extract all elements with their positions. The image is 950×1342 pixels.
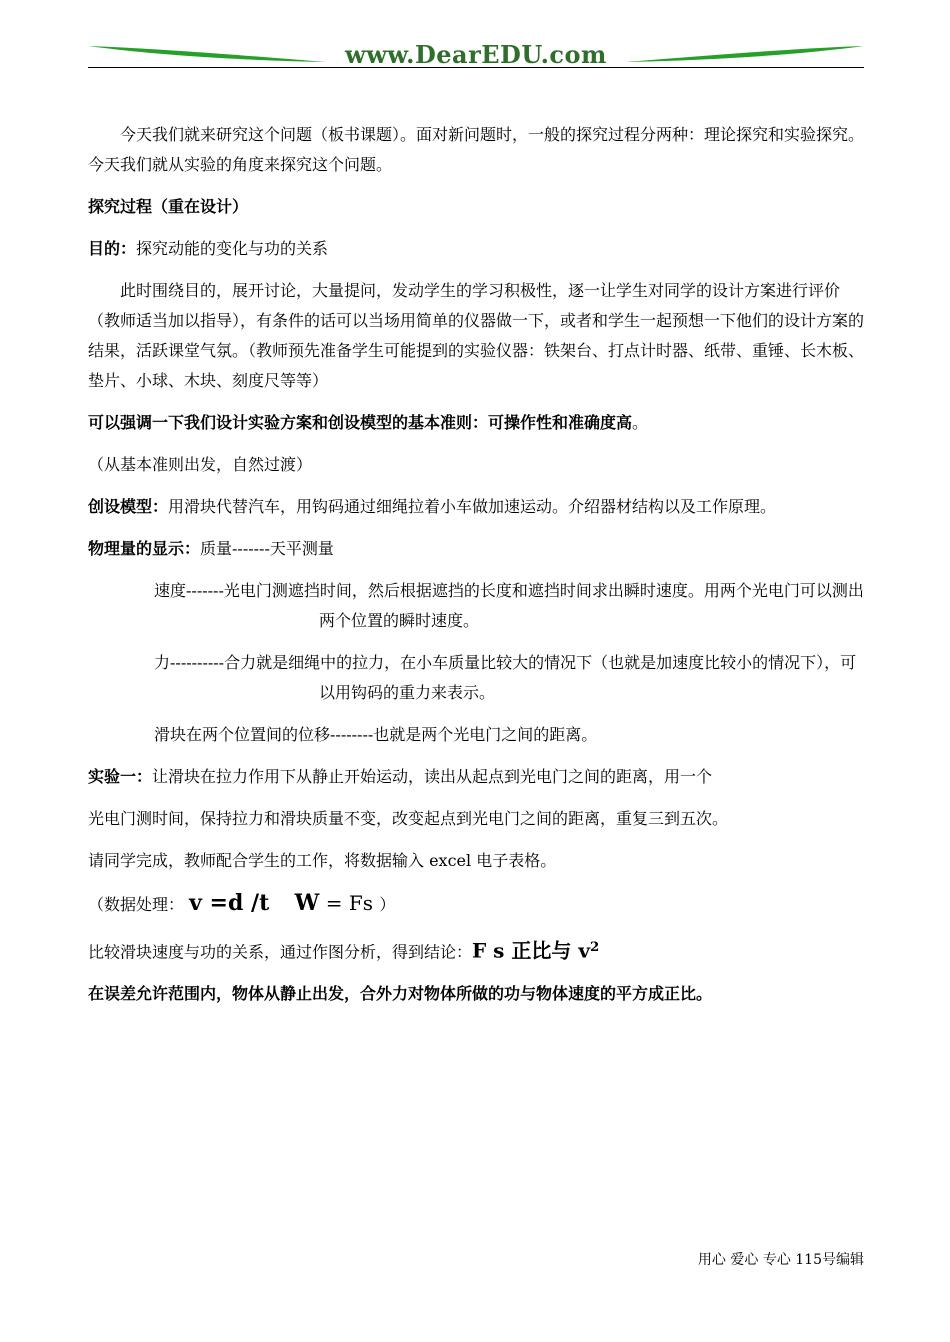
formula-w-symbol: W <box>294 890 320 916</box>
compare-text: 比较滑块速度与功的关系，通过作图分析，得到结论： <box>88 942 473 962</box>
experiment-one-line2: 光电门测时间，保持拉力和滑块质量不变，改变起点到光电门之间的距离，重复三到五次。 <box>88 809 729 828</box>
formula-v: v =d /t <box>189 890 270 916</box>
intro-paragraph: 今天我们就来研究这个问题（板书课题）。面对新问题时，一般的探究过程分两种：理论探究和实验探究。今天我们就从实验的角度来探究这个问题。 <box>88 125 865 174</box>
experiment-one-text: 让滑块在拉力作用下从静止开始运动，读出从起点到光电门之间的距离，用一个 <box>152 767 713 786</box>
compare-result: F s 正比与 v <box>472 938 590 963</box>
principle-end: 。 <box>632 413 649 432</box>
experiment-one-line1 <box>88 762 864 792</box>
purpose-label: 目的： <box>88 239 137 258</box>
principle-line <box>88 408 864 438</box>
display-mass: 质量-------天平测量 <box>200 539 334 558</box>
transition-line: （从基本准则出发，自然过渡） <box>88 455 313 474</box>
compare-superscript: 2 <box>589 939 600 955</box>
principle-text: 可以强调一下我们设计实验方案和创设模型的基本准则：可操作性和准确度高 <box>88 413 633 432</box>
section-title: 探究过程（重在设计） <box>88 197 249 216</box>
purpose-text: 探究动能的变化与功的关系 <box>136 239 329 258</box>
discussion-paragraph: 此时围绕目的，展开讨论，大量提问，发动学生的学习积极性，逐一让学生对同学的设计方案进行评价（教师适当加以指导），有条件的话可以当场用简单的仪器做一下，或者和学生一起预想一下他们的设计方案的结果，活跃课堂气氛。（教师预先准备学生可能提到的实验仪器：铁架台、打点计时器、纸带、重锤、长木板、垫片、小球、木块、刻度尺等等） <box>88 281 865 390</box>
page-footer: 用心 爱心 专心 115号编辑 <box>697 1252 864 1268</box>
model-label: 创设模型： <box>88 497 169 516</box>
experiment-one-line3: 请同学完成，教师配合学生的工作，将数据输入 excel 电子表格。 <box>88 851 557 870</box>
data-prefix: （数据处理： <box>88 895 185 914</box>
header-rule <box>88 67 864 68</box>
model-paragraph <box>88 492 864 522</box>
conclusion-line: 在误差允许范围内，物体从静止出发，合外力对物体所做的功与物体速度的平方成正比。 <box>88 984 713 1004</box>
display-line <box>88 534 864 564</box>
display-label: 物理量的显示： <box>88 539 201 558</box>
purpose-line <box>88 234 864 264</box>
model-text: 用滑块代替汽车，用钩码通过细绳拉着小车做加速运动。介绍器材结构以及工作原理。 <box>168 497 777 516</box>
formula-w-rest: = Fs <box>319 891 380 915</box>
display-speed: 速度-------光电门测遮挡时间，然后根据遮挡的长度和遮挡时间求出瞬时速度。用两个光电门可以测出两个位置的瞬时速度。 <box>154 581 864 630</box>
site-title: www.DearEDU.com <box>345 40 607 69</box>
display-displacement: 滑块在两个位置间的位移--------也就是两个光电门之间的距离。 <box>154 725 598 744</box>
compare-line <box>88 932 864 967</box>
data-suffix: ） <box>379 895 396 914</box>
document-body <box>88 120 864 1021</box>
display-force: 力----------合力就是细绳中的拉力，在小车质量比较大的情况下（也就是加速度比较小的情况下），可以用钩码的重力来表示。 <box>154 653 857 702</box>
data-processing-line <box>88 888 864 920</box>
experiment-one-label: 实验一： <box>88 767 153 786</box>
